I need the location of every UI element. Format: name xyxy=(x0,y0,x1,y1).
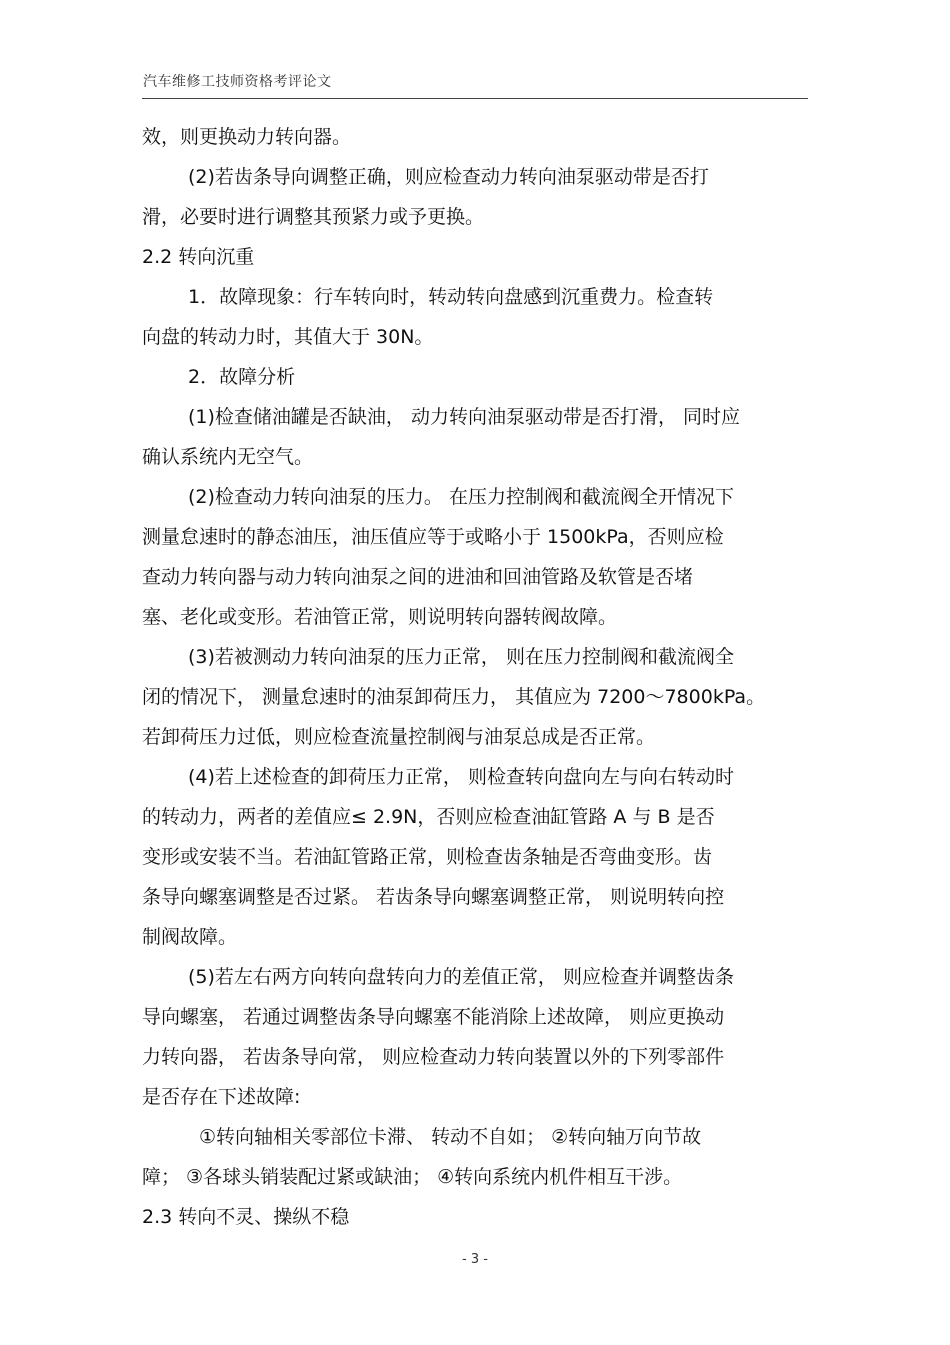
paragraph-line: 确认系统内无空气。 xyxy=(142,446,314,468)
paragraph-line: 滑，必要时进行调整其预紧力或予更换。 xyxy=(142,206,485,228)
list-line: 障； ③各球头销装配过紧或缺油； ④转向系统内机件相互干涉。 xyxy=(142,1166,683,1188)
paragraph-line: (5)若左右两方向转向盘转向力的差值正常， 则应检查并调整齿条 xyxy=(188,966,734,988)
paragraph-line: 条导向螺塞调整是否过紧。 若齿条导向螺塞调整正常， 则说明转向控 xyxy=(142,886,725,908)
paragraph-line: 是否存在下述故障: xyxy=(142,1086,301,1108)
paragraph-line: 力转向器， 若齿条导向常， 则应检查动力转向装置以外的下列零部件 xyxy=(142,1046,725,1068)
paragraph-line: (1)检查储油罐是否缺油， 动力转向油泵驱动带是否打滑， 同时应 xyxy=(188,406,740,428)
paragraph-line: 测量怠速时的静态油压，油压值应等于或略小于 1500kPa，否则应检 xyxy=(142,526,724,548)
header-divider xyxy=(142,98,808,99)
section-heading: 2.3 转向不灵、操纵不稳 xyxy=(142,1206,350,1228)
paragraph-line: 变形或安装不当。若油缸管路正常，则检查齿条轴是否弯曲变形。齿 xyxy=(142,846,713,868)
paragraph-line: 塞、老化或变形。若油管正常，则说明转向器转阀故障。 xyxy=(142,606,618,628)
paragraph-line: 的转动力，两者的差值应≤ 2.9N，否则应检查油缸管路 A 与 B 是否 xyxy=(142,806,715,828)
paragraph-line: (3)若被测动力转向油泵的压力正常， 则在压力控制阀和截流阀全 xyxy=(188,646,734,668)
page-number: - 3 - xyxy=(462,1252,488,1267)
paragraph-line: 若卸荷压力过低，则应检查流量控制阀与油泵总成是否正常。 xyxy=(142,726,656,748)
paragraph-line: (4)若上述检查的卸荷压力正常， 则检查转向盘向左与向右转动时 xyxy=(188,766,734,788)
paragraph-line: (2)若齿条导向调整正确，则应检查动力转向油泵驱动带是否打 xyxy=(188,166,709,188)
running-header: 汽车维修工技师资格考评论文 xyxy=(143,74,332,90)
paragraph-line: (2)检查动力转向油泵的压力。 在压力控制阀和截流阀全开情况下 xyxy=(188,486,734,508)
paragraph-line: 查动力转向器与动力转向油泵之间的进油和回油管路及软管是否堵 xyxy=(142,566,694,588)
list-line: ①转向轴相关零部位卡滞、 转动不自如； ②转向轴万向节故 xyxy=(199,1126,702,1148)
paragraph-line: 效，则更换动力转向器。 xyxy=(142,126,352,148)
body-text xyxy=(142,117,808,1237)
subheading: 2．故障分析 xyxy=(188,366,296,388)
paragraph-line: 1．故障现象：行车转向时，转动转向盘感到沉重费力。检查转 xyxy=(188,286,714,308)
section-heading: 2.2 转向沉重 xyxy=(142,246,255,268)
paragraph-line: 导向螺塞， 若通过调整齿条导向螺塞不能消除上述故障， 则应更换动 xyxy=(142,1006,725,1028)
paragraph-line: 制阀故障。 xyxy=(142,926,238,948)
paragraph-line: 向盘的转动力时，其值大于 30N。 xyxy=(142,326,434,348)
paragraph-line: 闭的情况下， 测量怠速时的油泵卸荷压力， 其值应为 7200～7800kPa。 xyxy=(142,686,766,708)
